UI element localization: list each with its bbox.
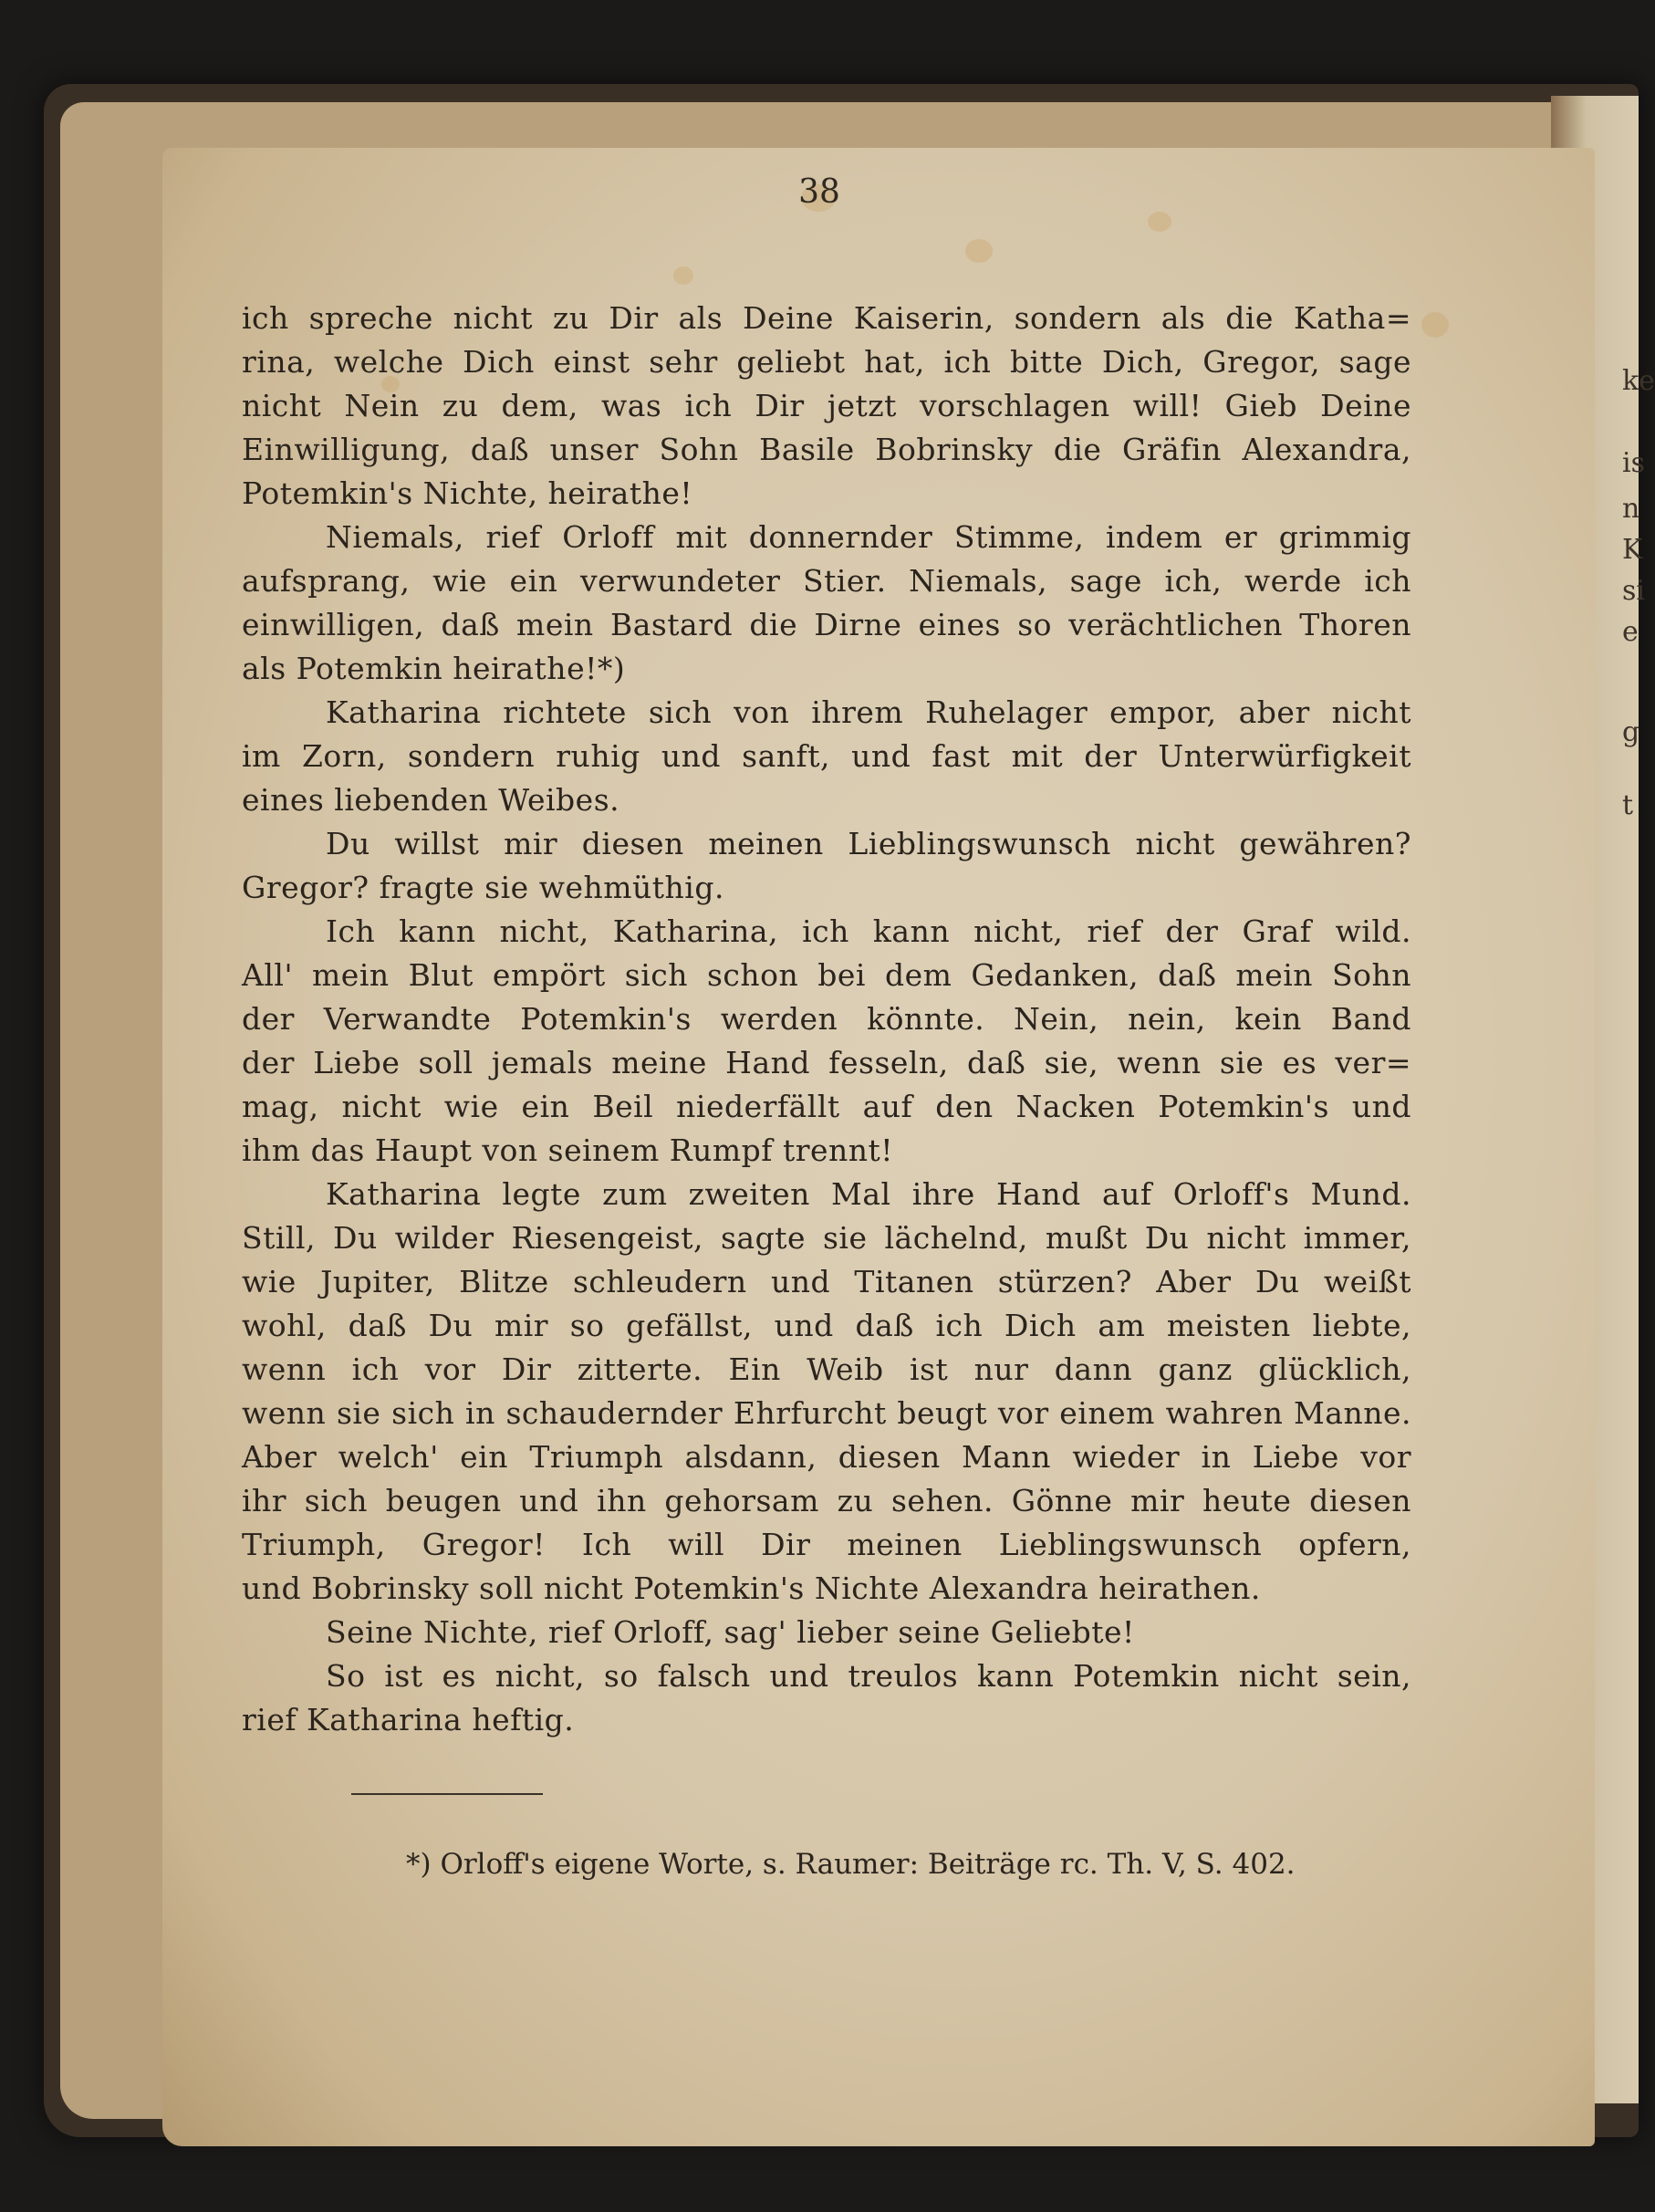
text-line: der Liebe soll jemals meine Hand fesseln, daß sie, wenn sie es ver= [242, 1045, 1411, 1080]
facing-page-fragment: si [1622, 575, 1645, 607]
text-line: Triumph, Gregor! Ich will Dir meinen Lieblingswunsch opfern, [242, 1527, 1411, 1562]
text-line: einwilligen, daß mein Bastard die Dirne eines so verächtlichen Thoren [242, 607, 1411, 642]
page-number: 38 [798, 173, 840, 211]
facing-page-fragment: n [1622, 493, 1640, 525]
text-line: nicht Nein zu dem, was ich Dir jetzt vorschlagen will! Gieb Deine [242, 388, 1411, 423]
text-line: aufsprang, wie ein verwundeter Stier. Niemals, sage ich, werde ich [242, 563, 1411, 599]
text-line: und Bobrinsky soll nicht Potemkin's Nichte Alexandra heirathen. [242, 1570, 1261, 1606]
facing-page-fragment: is [1622, 447, 1645, 479]
text-line: im Zorn, sondern ruhig und sanft, und fast mit der Unterwürfigkeit [242, 738, 1411, 774]
text-line: Seine Nichte, rief Orloff, sag' lieber seine Geliebte! [326, 1614, 1135, 1650]
body-text [242, 297, 1411, 1742]
facing-page-fragment: e [1622, 616, 1639, 648]
text-line: Gregor? fragte sie wehmüthig. [242, 870, 724, 905]
footnote: *) Orloff's eigene Worte, s. Raumer: Beiträge rc. Th. V, S. 402. [406, 1848, 1296, 1881]
text-line: mag, nicht wie ein Beil niederfällt auf den Nacken Potemkin's und [242, 1089, 1411, 1124]
paper-stain [673, 266, 693, 285]
text-line: wie Jupiter, Blitze schleudern und Titanen stürzen? Aber Du weißt [242, 1264, 1411, 1299]
text-line: rina, welche Dich einst sehr geliebt hat, ich bitte Dich, Gregor, sage [242, 344, 1411, 380]
text-line: So ist es nicht, so falsch und treulos kann Potemkin nicht sein, [326, 1658, 1411, 1694]
text-line: Katharina richtete sich von ihrem Ruhelager empor, aber nicht [326, 694, 1411, 730]
paper-stain [965, 239, 993, 263]
text-line: Aber welch' ein Triumph alsdann, diesen Mann wieder in Liebe vor [242, 1439, 1411, 1475]
text-line: All' mein Blut empört sich schon bei dem Gedanken, daß mein Sohn [242, 957, 1411, 993]
facing-page-fragment: g [1622, 716, 1640, 748]
footnote-rule [351, 1793, 543, 1795]
text-line: Still, Du wilder Riesengeist, sagte sie lächelnd, mußt Du nicht immer, [242, 1220, 1411, 1256]
paper-stain [1148, 212, 1171, 232]
text-line: Du willst mir diesen meinen Lieblingswunsch nicht gewähren? [326, 826, 1411, 861]
text-line: Ich kann nicht, Katharina, ich kann nicht, rief der Graf wild. [326, 913, 1411, 949]
facing-page-fragment: K [1622, 534, 1643, 566]
text-line: eines liebenden Weibes. [242, 782, 620, 818]
text-line: Einwilligung, daß unser Sohn Basile Bobrinsky die Gräfin Alexandra, [242, 432, 1411, 467]
facing-page-fragment: t [1622, 789, 1634, 821]
text-line: Katharina legte zum zweiten Mal ihre Hand auf Orloff's Mund. [326, 1176, 1411, 1212]
text-line: wenn sie sich in schaudernder Ehrfurcht beugt vor einem wahren Manne. [242, 1395, 1411, 1431]
text-line: ich spreche nicht zu Dir als Deine Kaiserin, sondern als die Katha= [242, 300, 1411, 336]
text-line: Niemals, rief Orloff mit donnernder Stimme, indem er grimmig [326, 519, 1411, 555]
text-line: Potemkin's Nichte, heirathe! [242, 475, 693, 511]
paper-stain [1421, 312, 1449, 338]
text-line: ihm das Haupt von seinem Rumpf trennt! [242, 1132, 894, 1168]
facing-page-fragment: ke [1622, 365, 1655, 397]
text-line: der Verwandte Potemkin's werden könnte. Nein, nein, kein Band [242, 1001, 1411, 1037]
text-line: ihr sich beugen und ihn gehorsam zu sehen. Gönne mir heute diesen [242, 1483, 1411, 1518]
text-line: rief Katharina heftig. [242, 1702, 575, 1737]
text-line: als Potemkin heirathe!*) [242, 651, 626, 686]
text-line: wohl, daß Du mir so gefällst, und daß ich Dich am meisten liebte, [242, 1308, 1411, 1343]
text-line: wenn ich vor Dir zitterte. Ein Weib ist nur dann ganz glücklich, [242, 1351, 1411, 1387]
